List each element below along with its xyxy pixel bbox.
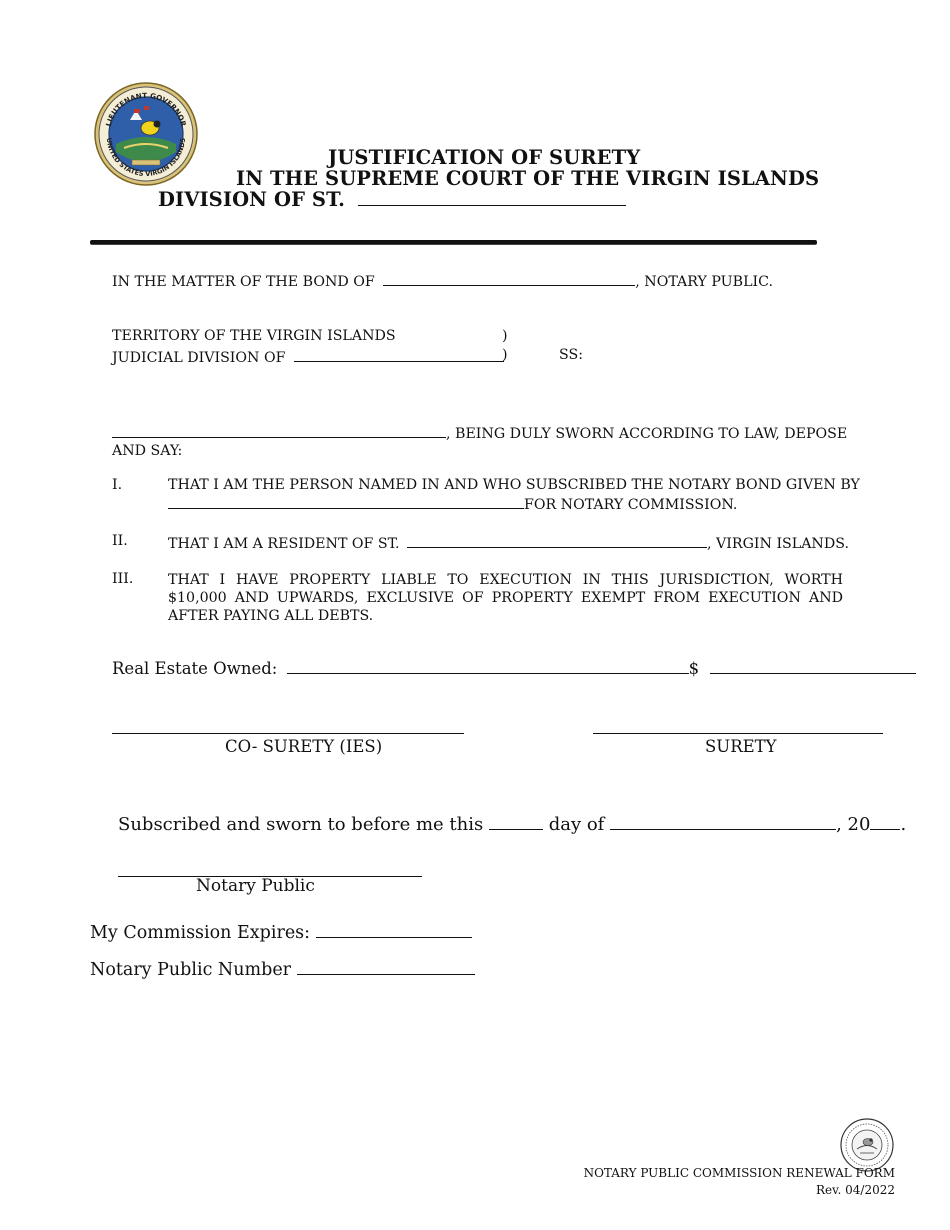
jurat-part-2: day of [548,814,605,835]
division-label: DIVISION OF ST. [158,188,346,211]
court-name: IN THE SUPREME COURT OF THE VIRGIN ISLANDS [236,167,820,190]
co-surety-label: CO- SURETY (IES) [225,737,383,756]
real-estate-label: Real Estate Owned: [112,659,278,678]
currency-symbol: $ [688,659,700,678]
notary-public-label: Notary Public [196,876,315,896]
judicial-division-label: JUDICIAL DIVISION OF [112,350,286,366]
ss-label: SS: [559,347,583,363]
seal-top-text: LIEUTENANT GOVERNOR [103,90,189,128]
item-2-line [168,533,849,552]
notary-number-label: Notary Public Number [90,960,292,980]
notary-number-field[interactable] [297,958,475,975]
item-3-number: III. [112,571,134,587]
item-1-suffix: FOR NOTARY COMMISSION. [524,497,738,513]
form-title: JUSTIFICATION OF SURETY [328,146,641,169]
matter-suffix: , NOTARY PUBLIC. [635,274,773,290]
residence-field[interactable] [407,533,707,548]
jurat-part-4: . [900,814,907,835]
surety-signature-line[interactable] [593,733,883,734]
oath-line [112,423,847,442]
item-2-prefix: THAT I AM A RESIDENT OF ST. [168,536,400,552]
jurat-day-field[interactable] [489,813,543,830]
notary-number-line [90,958,475,980]
oath-sworn-text: , BEING DULY SWORN ACCORDING TO LAW, DEPOSE [446,426,848,442]
header-divider [90,240,817,244]
real-estate-field[interactable] [287,659,689,674]
footer-seal [840,1118,894,1172]
co-surety-signature-line[interactable] [112,733,464,734]
item-1-line-2 [168,494,737,513]
commission-expires-line [90,921,472,943]
real-estate-value-field[interactable] [710,659,916,674]
venue-paren-1: ) [502,328,508,344]
item-1-line-1: THAT I AM THE PERSON NAMED IN AND WHO SUBSCRIBED THE NOTARY BOND GIVEN BY [168,477,860,493]
matter-line [112,271,773,290]
item-1-number: I. [112,477,123,493]
jurat-part-3: , 20 [836,814,871,835]
jurat-part-1: Subscribed and sworn to before me this [118,814,484,835]
division-field[interactable] [358,191,626,206]
commission-expires-label: My Commission Expires: [90,923,311,943]
item-2-suffix: , VIRGIN ISLANDS. [707,536,849,552]
judicial-division-line [112,347,504,366]
seal-bottom-text: UNITED STATES VIRGIN ISLANDS [104,137,188,179]
lieutenant-governor-seal [94,82,198,186]
affiant-name-field[interactable] [112,423,446,438]
jurat-year-field[interactable] [870,813,900,830]
footer-form-name: NOTARY PUBLIC COMMISSION RENEWAL FORM [583,1166,895,1180]
footer-revision: Rev. 04/2022 [816,1183,895,1197]
division-line [158,188,626,211]
territory-label: TERRITORY OF THE VIRGIN ISLANDS [112,328,396,344]
real-estate-line [112,659,916,678]
jurat-month-field[interactable] [610,813,836,830]
surety-label: SURETY [705,737,777,756]
venue-paren-2: ) [502,347,508,363]
jurat-line [118,813,906,835]
bond-given-by-field[interactable] [168,494,524,509]
item-3-text: THAT I HAVE PROPERTY LIABLE TO EXECUTION IN THIS JURISDICTION, WORTH $10,000 AND UPWARDS, EXCLUSIVE OF PROPERTY EXEMPT FROM EXECUTION AND AFTER PAYING ALL DEBTS. [168,572,843,624]
commission-expires-field[interactable] [316,921,472,938]
matter-prefix: IN THE MATTER OF THE BOND OF [112,274,375,290]
item-2-number: II. [112,533,128,549]
judicial-division-field[interactable] [294,347,504,362]
bond-name-field[interactable] [383,271,635,286]
and-say-label: AND SAY: [112,443,183,459]
